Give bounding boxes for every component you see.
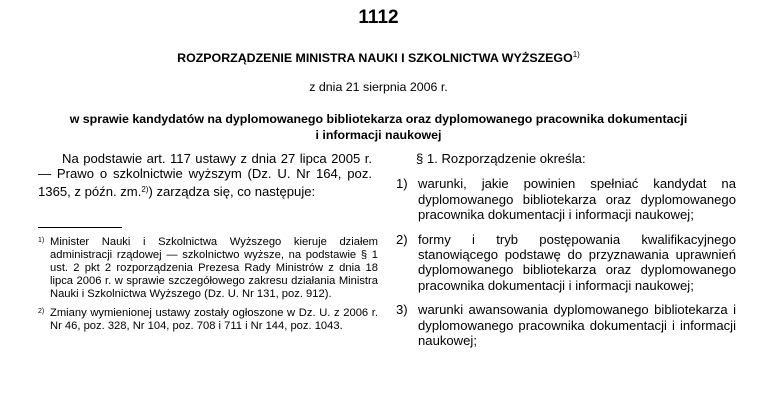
list-item-number: 3)	[396, 302, 408, 318]
list-item	[396, 232, 736, 294]
intro-text-end: ) zarządza się, co następuje:	[148, 183, 316, 199]
intro-paragraph	[38, 151, 372, 199]
act-number: 1112	[358, 7, 399, 28]
footnotes	[38, 236, 378, 339]
regulation-date: z dnia 21 sierpnia 2006 r.	[309, 80, 448, 94]
list-item-number: 1)	[396, 176, 408, 192]
footnote-mark: 1)	[38, 237, 45, 244]
subject-line-1: w sprawie kandydatów na dyplomowanego bibliotekarza oraz dyplomowanego pracownika dokumentacji	[69, 112, 688, 126]
subject-line-2: i informacji naukowej	[315, 128, 442, 142]
list-item	[396, 176, 736, 222]
right-column	[396, 151, 736, 357]
left-column	[38, 151, 372, 199]
footnote-mark: 2)	[38, 308, 45, 315]
list-item-text: warunki awansowania dyplomowanego bibliotekarza i dyplomowanego pracownika dokumentacji i informacji naukowej;	[418, 302, 736, 349]
intro-text-start: Na podstawie art. 117 ustawy z dnia 27 lipca 2005 r. — Prawo o szkolnictwie wyższym (Dz. U. Nr 164, poz. 1365, z późn. zm.	[38, 151, 372, 199]
list-item-text: warunki, jakie powinien spełniać kandydat na dyplomowanego bibliotekarza oraz dyplomowanego pracownika dokumentacji i informacji naukowej;	[418, 176, 736, 223]
intro-footnote-mark: 2)	[141, 184, 149, 194]
regulation-title	[0, 50, 757, 65]
list-item-number: 2)	[396, 231, 408, 247]
footnote-1	[38, 236, 378, 301]
section-heading: § 1. Rozporządzenie określa:	[416, 151, 586, 166]
list-item	[396, 302, 736, 348]
footnote-text: Zmiany wymienionej ustawy zostały ogłoszone w Dz. U. z 2006 r. Nr 46, poz. 328, Nr 104, poz. 708 i 711 i Nr 144, poz. 1043.	[50, 307, 378, 332]
footnote-text: Minister Nauki i Szkolnictwa Wyższego kieruje działem administracji rządowej — szkolnictwo wyższe, na podstawie § 1 ust. 2 pkt 2 rozporządzenia Prezesa Rady Ministrów z dnia 18 lipca 2006 r. w sprawie szczegółowego zakresu działania Ministra Nauki i Szkolnictwa Wyższego (Dz. U. Nr 131, poz. 912).	[50, 236, 378, 300]
footnote-2	[38, 307, 378, 333]
title-footnote-mark: 1)	[572, 50, 580, 59]
footnote-divider	[38, 227, 122, 228]
list-item-text: formy i tryb postępowania kwalifikacyjnego stanowiącego podstawę do przyznawania uprawnień dyplomowanego bibliotekarza oraz dyplomowanego pracownika dokumentacji i informacji naukowej;	[418, 231, 736, 293]
regulation-subject	[20, 111, 737, 143]
regulation-title-text: ROZPORZĄDZENIE MINISTRA NAUKI I SZKOLNICTWA WYŻSZEGO	[177, 51, 573, 65]
